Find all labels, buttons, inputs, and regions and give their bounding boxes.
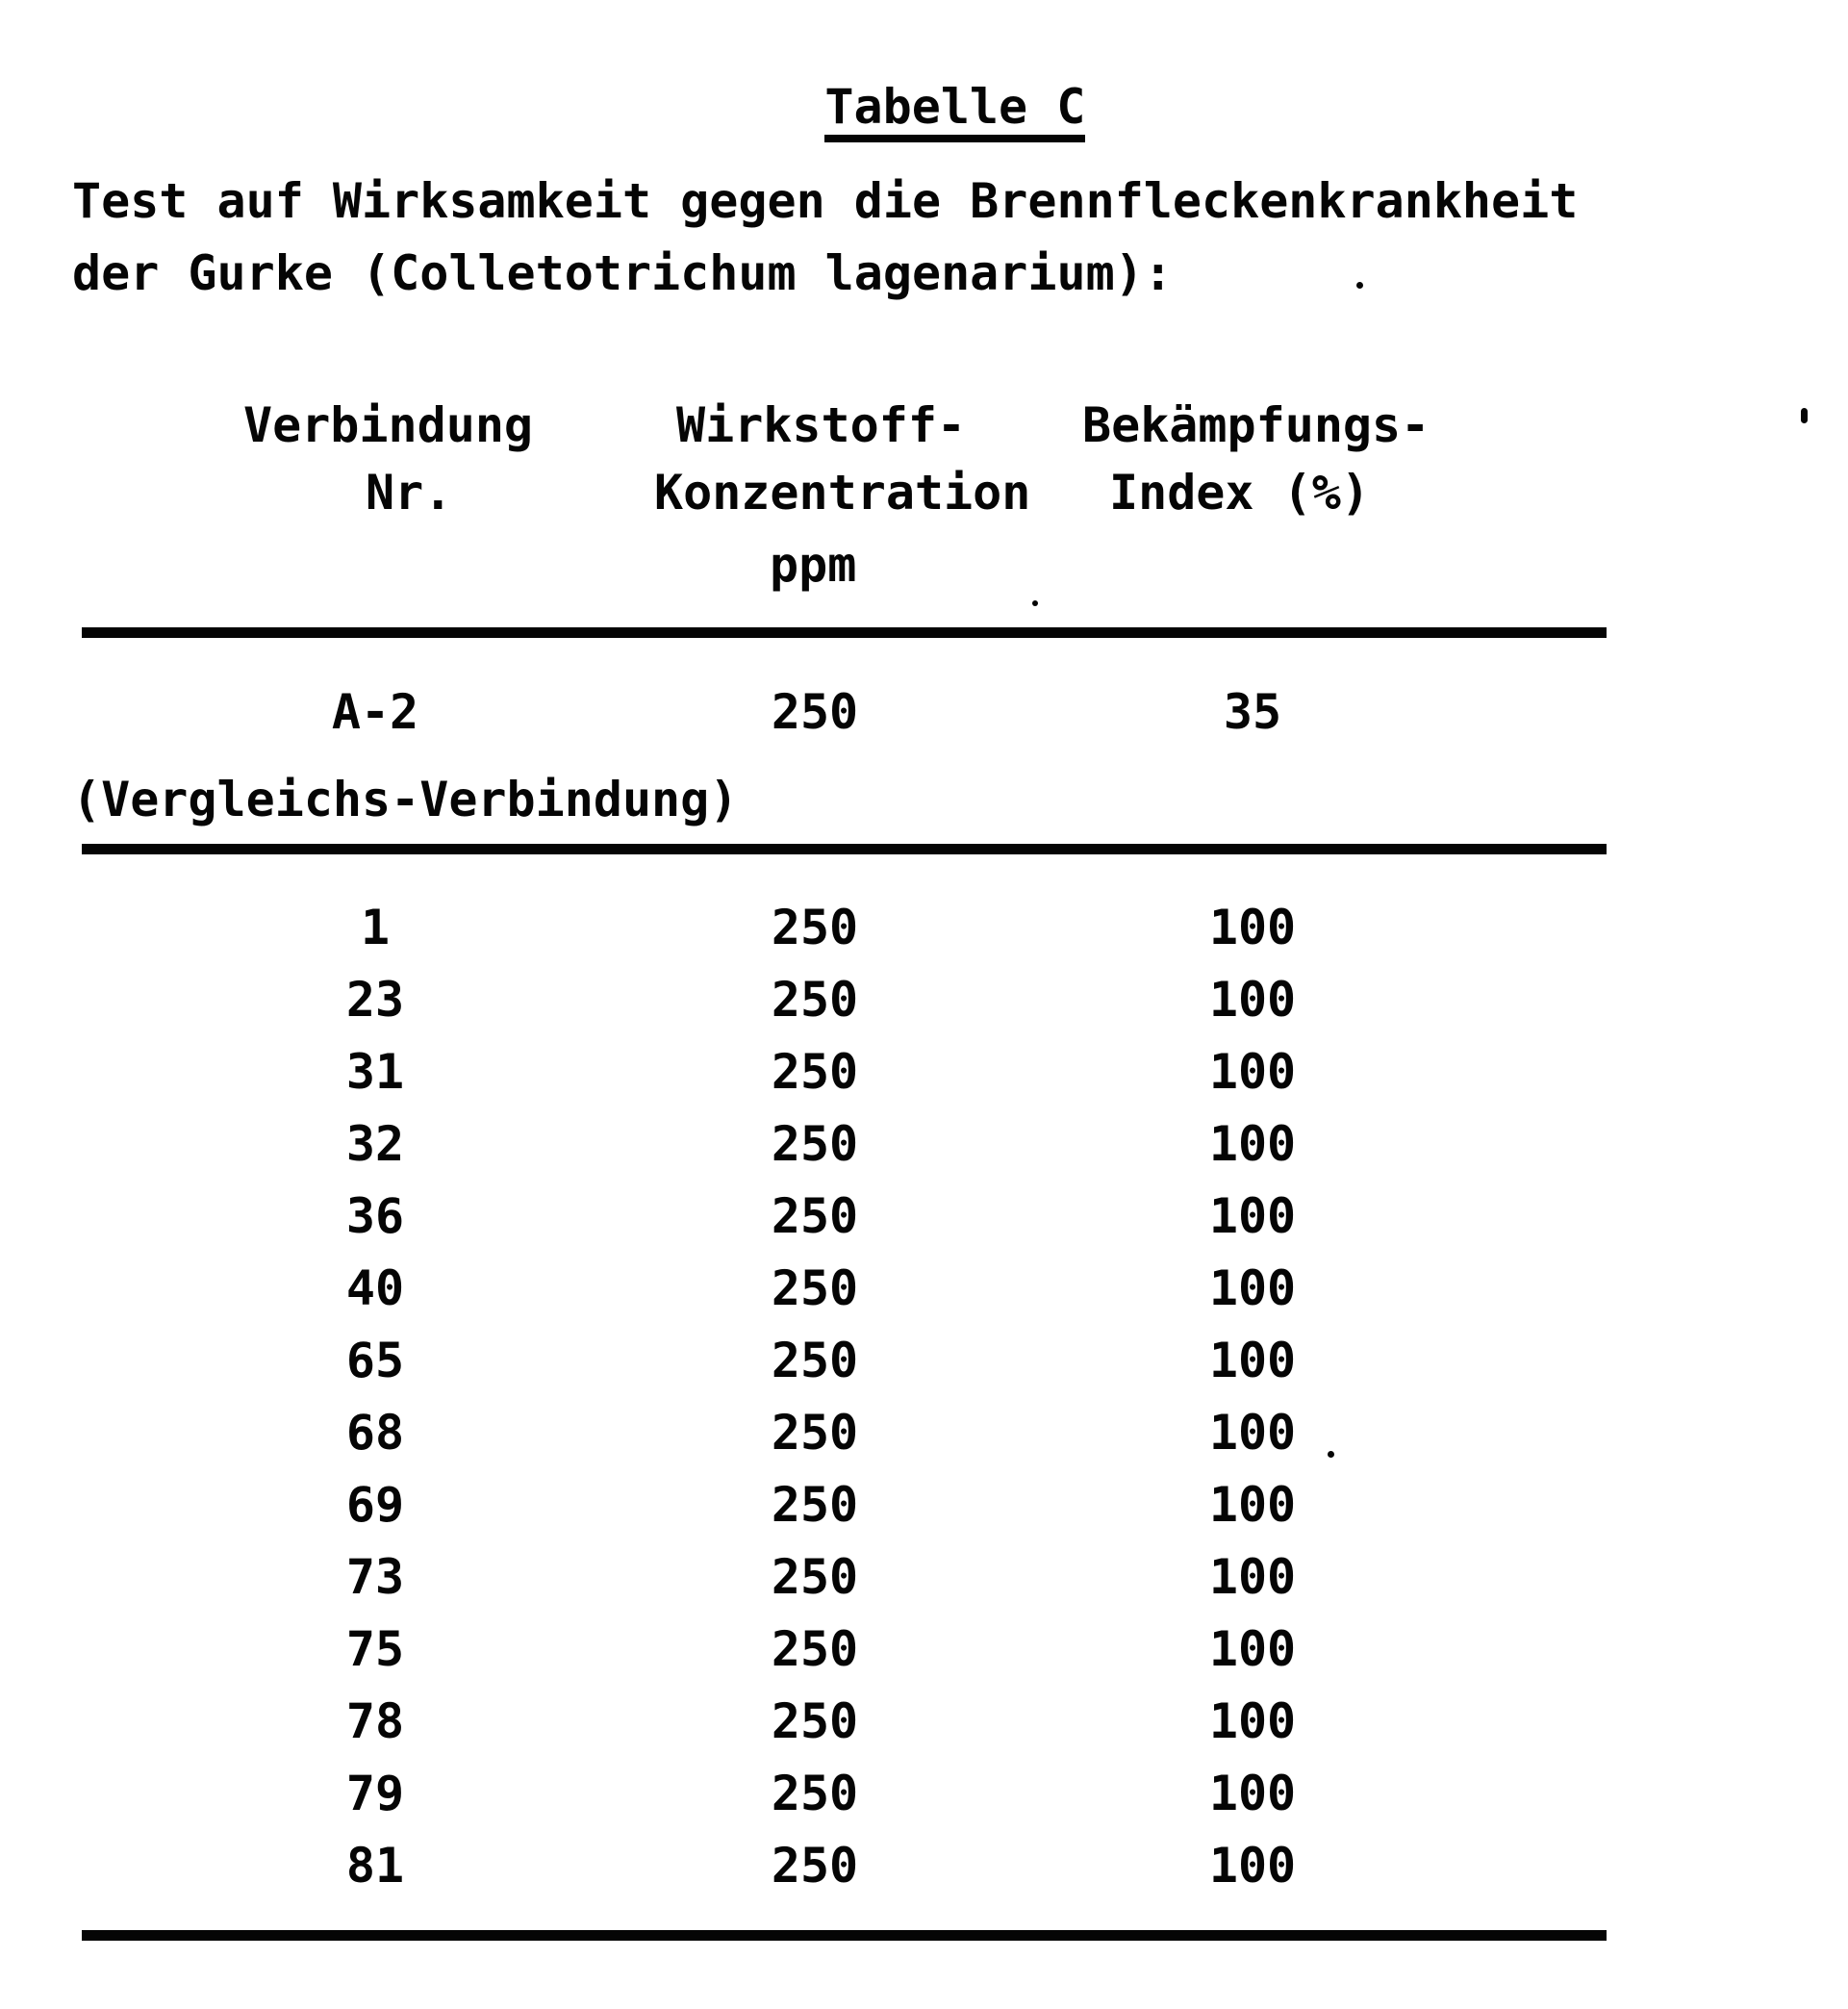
table-row — [0, 1188, 1848, 1264]
table-cell-nr: 40 — [345, 1260, 405, 1316]
table-cell-index: 35 — [1223, 684, 1282, 740]
table-row — [0, 1838, 1848, 1914]
table-row — [0, 1044, 1848, 1120]
table-cell-nr: 31 — [345, 1044, 405, 1100]
comparison-row-note: (Vergleichs-Verbindung) — [72, 772, 739, 827]
table-cell-index: 100 — [1208, 1260, 1297, 1316]
table-cell-index: 100 — [1208, 1621, 1297, 1677]
scan-speck — [1801, 408, 1808, 423]
table-row — [0, 900, 1848, 976]
table-cell-konzentration: 250 — [771, 1549, 859, 1605]
table-cell-nr: 23 — [345, 972, 405, 1028]
table-cell-nr: 79 — [345, 1766, 405, 1821]
table-cell-konzentration: 250 — [771, 1260, 859, 1316]
table-row — [0, 1260, 1848, 1336]
header-wirkstoff: Wirkstoff- — [676, 397, 967, 453]
table-cell-konzentration: 250 — [771, 1188, 859, 1244]
table-row — [0, 1693, 1848, 1769]
table-cell-konzentration: 250 — [771, 1477, 859, 1533]
table-cell-nr: 65 — [345, 1333, 405, 1388]
table-cell-nr: 36 — [345, 1188, 405, 1244]
table-row — [0, 1405, 1848, 1481]
table-cell-konzentration: 250 — [771, 1838, 859, 1894]
table-cell-konzentration: 250 — [771, 1333, 859, 1388]
table-cell-nr: 69 — [345, 1477, 405, 1533]
header-nr: Nr. — [366, 465, 453, 521]
page-title: Tabelle C — [824, 83, 1085, 142]
table-cell-nr: 81 — [345, 1838, 405, 1894]
table-row — [0, 1477, 1848, 1553]
table-cell-index: 100 — [1208, 1549, 1297, 1605]
table-cell-index: 100 — [1208, 900, 1297, 955]
table-row — [0, 1621, 1848, 1697]
table-cell-index: 100 — [1208, 1333, 1297, 1388]
table-cell-konzentration: 250 — [771, 1116, 859, 1172]
table-cell-konzentration: 250 — [771, 1693, 859, 1749]
table-cell-index: 100 — [1208, 972, 1297, 1028]
table-cell-konzentration: 250 — [771, 972, 859, 1028]
scan-speck — [1032, 600, 1038, 606]
table-cell-index: 100 — [1208, 1405, 1297, 1461]
table-cell-nr: 73 — [345, 1549, 405, 1605]
table-cell-index: 100 — [1208, 1188, 1297, 1244]
comparison-row — [0, 684, 1848, 760]
scan-speck — [1328, 1451, 1334, 1458]
table-cell-nr: 78 — [345, 1693, 405, 1749]
header-ppm: ppm — [770, 537, 857, 593]
table-cell-konzentration: 250 — [771, 684, 859, 740]
table-cell-konzentration: 250 — [771, 1621, 859, 1677]
scan-speck — [1356, 282, 1363, 289]
table-cell-konzentration: 250 — [771, 900, 859, 955]
table-cell-nr: 32 — [345, 1116, 405, 1172]
header-konzentration: Konzentration — [654, 465, 1031, 521]
table-cell-index: 100 — [1208, 1044, 1297, 1100]
table-cell-konzentration: 250 — [771, 1766, 859, 1821]
table-cell-index: 100 — [1208, 1766, 1297, 1821]
table-cell-nr: 1 — [360, 900, 391, 955]
table-row — [0, 1549, 1848, 1625]
table-cell-konzentration: 250 — [771, 1044, 859, 1100]
table-cell-nr: A-2 — [331, 684, 419, 740]
table-cell-konzentration: 250 — [771, 1405, 859, 1461]
table-row — [0, 1333, 1848, 1409]
table-cell-index: 100 — [1208, 1116, 1297, 1172]
table-rule-bottom — [82, 1930, 1607, 1941]
header-index: Index (%) — [1109, 465, 1370, 521]
table-cell-index: 100 — [1208, 1477, 1297, 1533]
header-bekaempfungs: Bekämpfungs- — [1082, 397, 1430, 453]
table-cell-index: 100 — [1208, 1838, 1297, 1894]
table-cell-nr: 68 — [345, 1405, 405, 1461]
header-verbindung: Verbindung — [243, 397, 534, 453]
table-row — [0, 1116, 1848, 1192]
table-row — [0, 972, 1848, 1048]
table-cell-nr: 75 — [345, 1621, 405, 1677]
table-rule-top — [82, 627, 1607, 638]
intro-line-1: Test auf Wirksamkeit gegen die Brennfleckenkrankheit — [72, 173, 1579, 229]
table-rule-middle — [82, 844, 1607, 854]
table-cell-index: 100 — [1208, 1693, 1297, 1749]
table-title-wrapper — [709, 35, 1085, 191]
table-row — [0, 1766, 1848, 1842]
intro-line-2: der Gurke (Colletotrichum lagenarium): — [72, 245, 1173, 301]
